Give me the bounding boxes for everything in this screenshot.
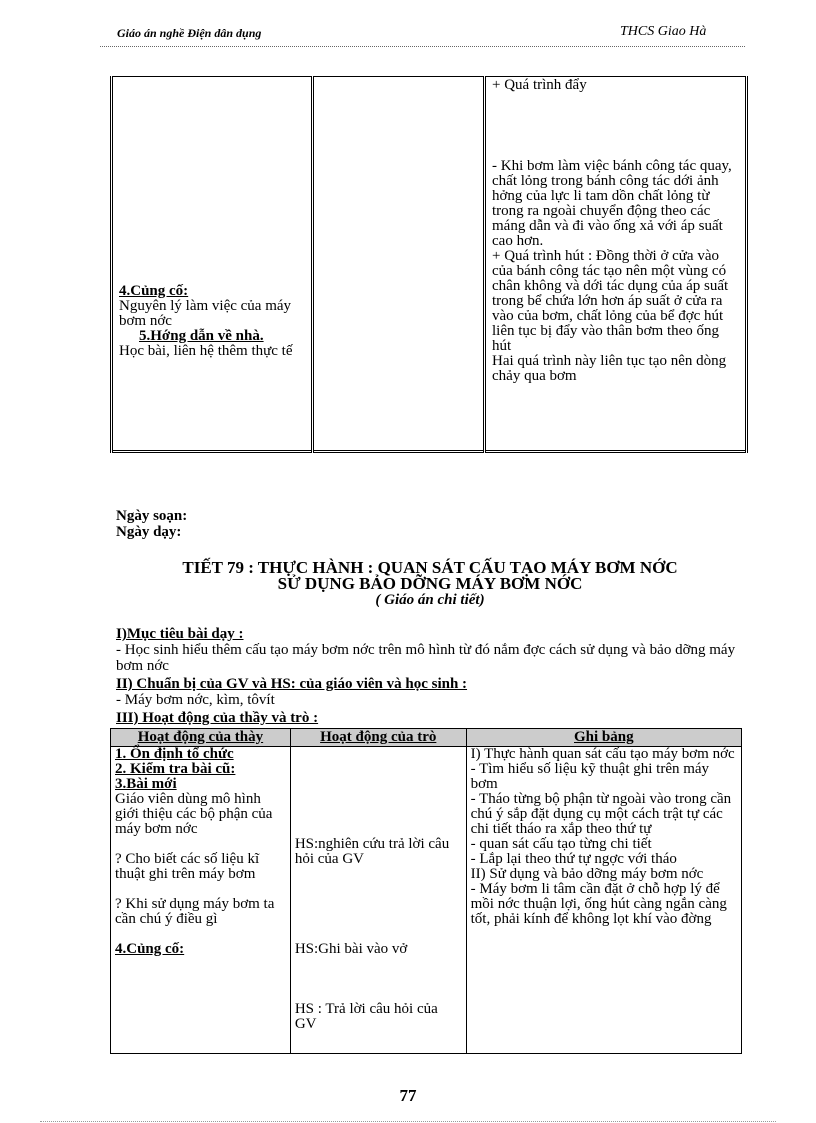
teacher-text-3: ? Khi sử dụng máy bơm ta cần chú ý điều gì <box>115 896 275 927</box>
notes-para-3: Hai quá trình này liên tục tạo nên dòng chảy qua bơm <box>492 353 727 384</box>
board-text-2: - Tìm hiểu số liệu kỹ thuật ghi trên máy bơm <box>470 761 710 792</box>
student-text-3: HS : Trả lời câu hỏi của GV <box>294 1001 438 1032</box>
header-board: Ghi bảng <box>466 729 741 747</box>
section3-heading: III) Hoạt động của thầy và trò : <box>116 710 319 726</box>
continued-lesson-table <box>110 76 748 453</box>
footer-divider <box>40 1121 776 1122</box>
lesson-title-line2: SỬ DỤNG BẢO DỠNG MÁY BƠM NỚC <box>277 574 583 593</box>
header-school: THCS Giao Hà <box>620 24 707 39</box>
activities-table <box>110 728 742 1054</box>
step-kiem-tra: 2. Kiểm tra bài cũ: <box>115 761 236 777</box>
board-text-6: II) Sử dụng và bảo dỡng máy bơm nớc <box>470 866 704 882</box>
notes-para-1: - Khi bơm làm việc bánh công tác quay, chất lỏng trong bánh công tác dới ảnh hởng của lực li tam dồn chất lỏng từ trong ra ngoài chuyển động theo các máng dẫn và đi vào ống xả với áp suất cao hơn. <box>492 158 732 249</box>
section-activities <box>116 710 751 726</box>
table1-col-teacher <box>112 77 313 452</box>
date-block <box>116 508 187 540</box>
page-number: 77 <box>399 1086 417 1105</box>
step-on-dinh: 1. Ổn định tổ chức <box>115 746 234 762</box>
step-bai-moi: 3.Bài mới <box>115 776 177 792</box>
ngay-day: Ngày dạy: <box>116 524 182 540</box>
lesson-title-line1: TIẾT 79 : THỰC HÀNH : QUAN SÁT CẤU TẠO MÁY BƠM NỚC <box>182 558 678 577</box>
huong-dan-heading: 5.Hớng dẫn về nhà. <box>139 328 264 344</box>
board-text-5: - Lắp lại theo thứ tự ngợc với tháo <box>470 851 677 867</box>
board-text-4: - quan sát cấu tạo từng chi tiết <box>470 836 652 852</box>
table2-body-row <box>111 747 742 1054</box>
table2-col-student <box>290 747 466 1054</box>
section2-heading: II) Chuẩn bị của GV và HS: của giáo viên và học sinh : <box>116 676 468 692</box>
section2-text: - Máy bơm nớc, kìm, tôvít <box>116 692 275 708</box>
table2-col-board <box>466 747 741 1054</box>
section1-text: - Học sinh hiểu thêm cấu tạo máy bơm nớc trên mô hình từ đó nắm đợc cách sử dụng và bảo dỡng máy bơm nớc <box>116 642 736 674</box>
board-text-7: - Máy bơm li tâm cần đặt ở chỗ hợp lý để mồi nớc thuận lợi, ống hút càng ngắn càng tốt, phải kính để không lọt khí vào đờng <box>470 881 727 927</box>
table2-col-teacher <box>111 747 291 1054</box>
section-objectives <box>116 626 751 674</box>
lesson-subtitle: ( Giáo án chi tiết) <box>375 592 485 608</box>
student-text-2: HS:Ghi bài vào vở <box>294 941 408 957</box>
ngay-soan: Ngày soạn: <box>116 508 188 524</box>
cung-co-heading: 4.Củng cố: <box>119 283 189 299</box>
cung-co-text: Nguyên lý làm việc của máy bơm nớc <box>119 298 292 329</box>
board-text-3: - Tháo từng bộ phận từ ngoài vào trong cần chú ý sắp đặt dụng cụ một cách trật tự các chi tiết tháo ra xắp theo thứ tự <box>470 791 732 837</box>
header-student: Hoạt động của trò <box>290 729 466 747</box>
student-text-1: HS:nghiên cứu trả lời câu hỏi của GV <box>294 836 450 867</box>
teacher-text-2: ? Cho biết các số liệu kĩ thuật ghi trên máy bơm <box>115 851 260 882</box>
lesson-title <box>110 560 750 592</box>
step-cung-co: 4.Củng cố: <box>115 941 185 957</box>
section1-heading: I)Mục tiêu bài dạy : <box>116 626 244 642</box>
board-text-1: I) Thực hành quan sát cấu tạo máy bơm nớc <box>470 746 735 762</box>
header-divider <box>100 46 745 47</box>
header-teacher: Hoạt động của thày <box>111 729 291 747</box>
teacher-text-1: Giáo viên dùng mô hình giới thiệu các bộ phận của máy bơm nớc <box>115 791 273 837</box>
notes-para-2: + Quá trình hút : Đồng thời ở cửa vào của bánh công tác tạo nên một vùng có chân không và dới tác dụng của áp suất trong bể chứa lớn hơn áp suất ở cửa ra vào của bơm, chất lỏng của bể đợc hút liên tục bị đẩy vào thân bơm theo ống hút <box>492 248 729 354</box>
qua-trinh-day: + Quá trình đẩy <box>492 77 587 93</box>
table1-col-notes <box>485 77 747 452</box>
table2-header-row <box>111 729 742 747</box>
huong-dan-text: Học bài, liên hệ thêm thực tế <box>119 343 293 359</box>
header-course-title: Giáo án nghề Điện dân dụng <box>117 26 262 40</box>
table1-col-student <box>313 77 485 452</box>
section-preparation <box>116 676 751 708</box>
